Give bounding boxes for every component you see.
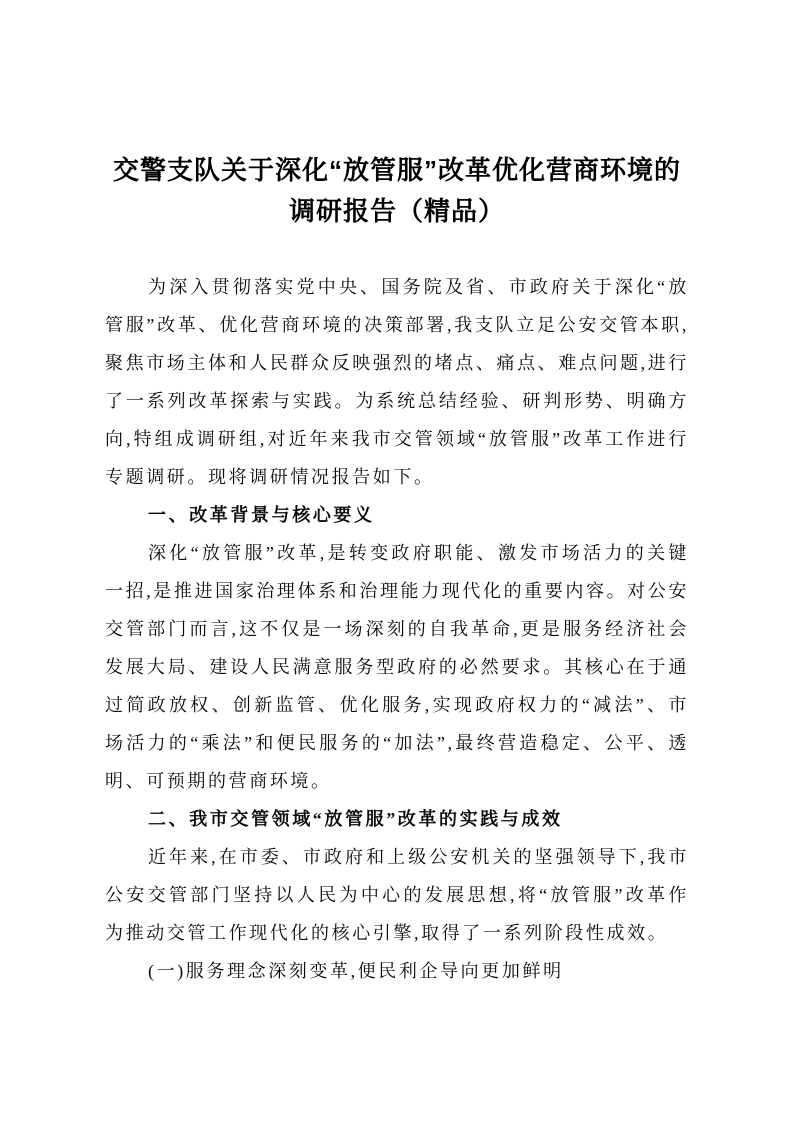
sub-heading: (一)服务理念深刻变革,便民利企导向更加鲜明 <box>148 961 564 981</box>
body-paragraph: 为深入贯彻落实党中央、国务院及省、市政府关于深化“放管服”改革、优化营商环境的决策部署,我支队立足公安交管本职,聚焦市场主体和人民群众反映强烈的堵点、痛点、难点问题,进行了一系列改革探索与实践。为系统总结经验、研判形势、明确方向,特组成调研组,对近年来我市交管领域“放管服”改革工作进行专题调研。现将调研情况报告如下。 <box>105 277 689 487</box>
document-body <box>105 268 689 990</box>
body-paragraph: 深化“放管服”改革,是转变政府职能、激发市场活力的关键一招,是推进国家治理体系和治理能力现代化的重要内容。对公安交管部门而言,这不仅是一场深刻的自我革命,更是服务经济社会发展大局、建设人民满意服务型政府的必然要求。其核心在于通过简政放权、创新监管、优化服务,实现政府权力的“减法”、市场活力的“乘法”和便民服务的“加法”,最终营造稳定、公平、透明、可预期的营商环境。 <box>105 543 689 791</box>
section-heading: 二、我市交管领域“放管服”改革的实践与成效 <box>148 809 563 829</box>
document-title: 交警支队关于深化“放管服”改革优化营商环境的调研报告（精品） <box>112 155 681 226</box>
section-heading: 一、改革背景与核心要义 <box>148 505 375 525</box>
body-paragraph: 近年来,在市委、市政府和上级公安机关的坚强领导下,我市公安交管部门坚持以人民为中心的发展思想,将“放管服”改革作为推动交管工作现代化的核心引擎,取得了一系列阶段性成效。 <box>105 847 689 943</box>
